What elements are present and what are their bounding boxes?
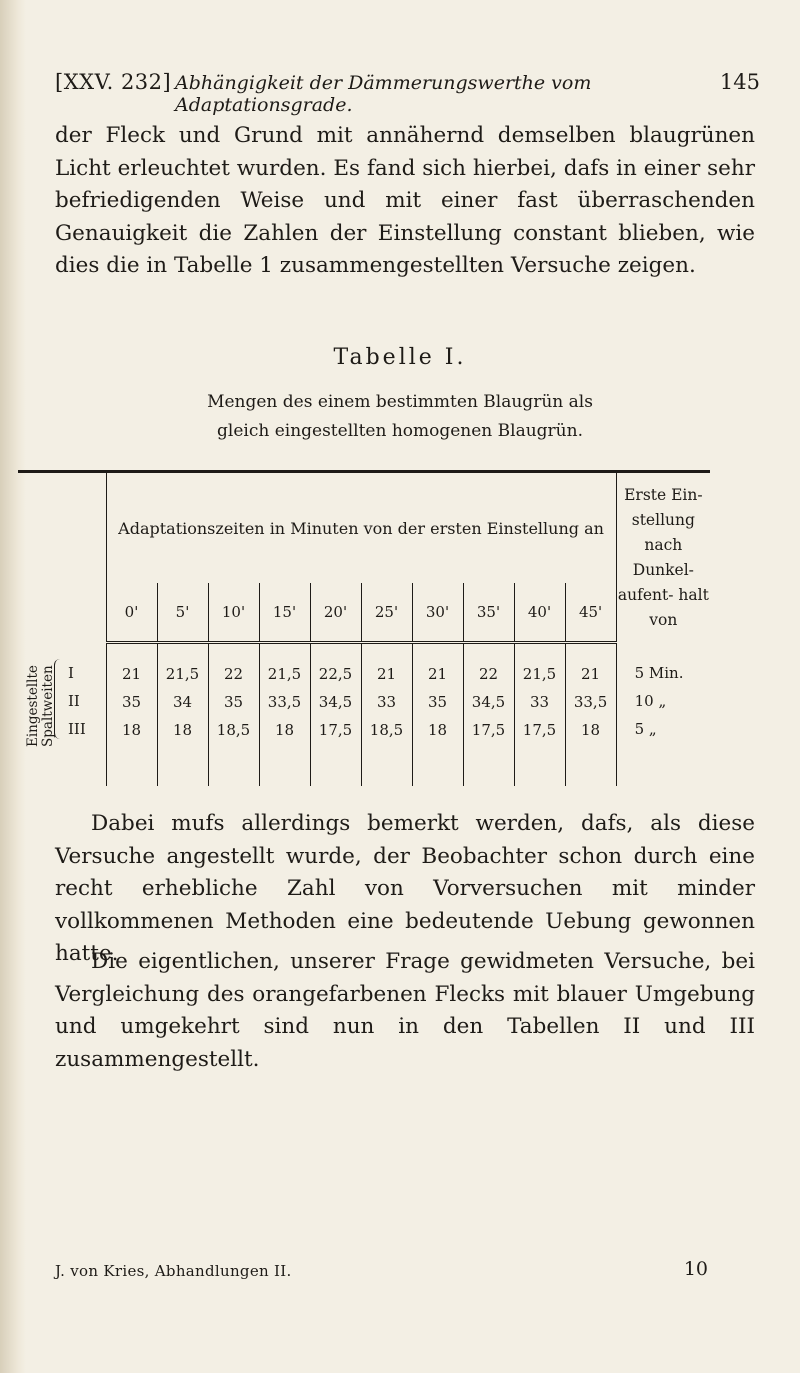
running-title: Abhängigkeit der Dämmerungswerthe vom Adaptationsgrade.: [175, 72, 592, 116]
data-column: [259, 643, 310, 787]
data-column: [208, 643, 259, 787]
value-cell: 35: [121, 693, 142, 711]
brace: [54, 659, 63, 739]
data-column: [361, 643, 412, 787]
value-cell: 35: [223, 693, 244, 711]
volume-reference: [XXV. 232]: [55, 70, 172, 94]
value-cell: 17,5: [471, 721, 506, 739]
value-cell: 35: [427, 693, 448, 711]
paragraph-2: Dabei mufs allerdings bemerkt werden, dafs, als diese Versuche angestellt wurde, der Beobachter schon durch eine recht erhebliche Zahl von Vorversuchen mit minder vollkommenen Methoden eine bedeutende Uebung gewonnen hatte.: [55, 811, 755, 966]
data-column: [157, 643, 208, 787]
minute-header: 35': [463, 583, 514, 643]
value-cell: 33,5: [267, 693, 302, 711]
minute-header: 45': [565, 583, 616, 643]
value-cell: 18,5: [216, 721, 251, 739]
value-cell: 17,5: [522, 721, 557, 739]
row-label-line1: Eingestellte: [25, 664, 41, 747]
data-column: [412, 643, 463, 787]
value-cell: 34,5: [471, 693, 506, 711]
running-header: [55, 70, 760, 116]
row-id: III: [68, 719, 86, 738]
group-header: Adaptationszeiten in Minuten von der ersten Einstellung an: [106, 472, 616, 584]
row-id: II: [68, 691, 80, 710]
row-id: I: [68, 663, 74, 682]
minute-header: 0': [106, 583, 157, 643]
value-cell: 18: [427, 721, 448, 739]
value-cell: 34: [172, 693, 193, 711]
value-cell: 18,5: [369, 721, 404, 739]
data-column: [310, 643, 361, 787]
minute-header: 30': [412, 583, 463, 643]
signature-mark: 10: [683, 1258, 708, 1280]
erste-cell: 5 „: [634, 719, 657, 738]
table-title: Tabelle I.: [333, 345, 467, 370]
table-caption: Mengen des einem bestimmten Blaugrün als gleich eingestellten homogenen Blaugrün.: [207, 392, 593, 441]
value-cell: 21,5: [267, 665, 302, 683]
value-cell: 17,5: [318, 721, 353, 739]
erste-header: Erste Ein- stellung nach Dunkel- aufent- halt von: [616, 472, 710, 643]
row-label-line2: Spaltweiten: [40, 664, 56, 747]
value-cell: 22,5: [318, 665, 353, 683]
row-label-cell: [18, 643, 106, 787]
minute-header: 15': [259, 583, 310, 643]
value-cell: 18: [121, 721, 142, 739]
data-column: [565, 643, 616, 787]
value-cell: 18: [274, 721, 295, 739]
erste-cell: 10 „: [634, 691, 667, 710]
value-cell: 18: [581, 721, 601, 739]
page-number: 145: [719, 70, 760, 94]
value-cell: 21: [121, 665, 142, 683]
value-cell: 21,5: [165, 665, 200, 683]
erste-column: [616, 643, 710, 787]
value-cell: 21: [376, 665, 397, 683]
data-table: [18, 470, 710, 786]
row-ids: [68, 659, 86, 743]
data-column: [106, 643, 157, 787]
minute-header: 5': [157, 583, 208, 643]
value-cell: 33: [529, 693, 550, 711]
data-column: [463, 643, 514, 787]
value-cell: 21: [581, 665, 601, 683]
value-cell: 18: [172, 721, 193, 739]
intro-paragraph: der Fleck und Grund mit annähernd demselben blaugrünen Licht erleuchtet wurden. Es fand sich hierbei, dafs in einer sehr befriedigenden Weise und mit einer fast überraschenden Genauigkeit die Zahlen der Einstellung constant blieben, wie dies die in Tabelle 1 zusammengestellten Versuche zeigen.: [55, 123, 755, 278]
row-label-header-cell: [18, 472, 106, 643]
paragraph-3: Die eigentlichen, unserer Frage gewidmeten Versuche, bei Vergleichung des orangefarbenen Flecks mit blauer Umgebung und umgekehrt sind nun in den Tabellen II und III zusammengestellt.: [55, 949, 755, 1072]
minute-header: 10': [208, 583, 259, 643]
value-cell: 33,5: [573, 693, 608, 711]
value-cell: 21: [427, 665, 448, 683]
value-cell: 33: [376, 693, 397, 711]
value-cell: 34,5: [318, 693, 353, 711]
value-cell: 22: [478, 665, 499, 683]
minute-header: 25': [361, 583, 412, 643]
erste-cell: 5 Min.: [634, 663, 684, 682]
value-cell: 21,5: [522, 665, 557, 683]
value-cell: 22: [223, 665, 244, 683]
minute-header: 20': [310, 583, 361, 643]
minute-header: 40': [514, 583, 565, 643]
data-column: [514, 643, 565, 787]
footer-citation: J. von Kries, Abhandlungen II.: [55, 1262, 292, 1280]
